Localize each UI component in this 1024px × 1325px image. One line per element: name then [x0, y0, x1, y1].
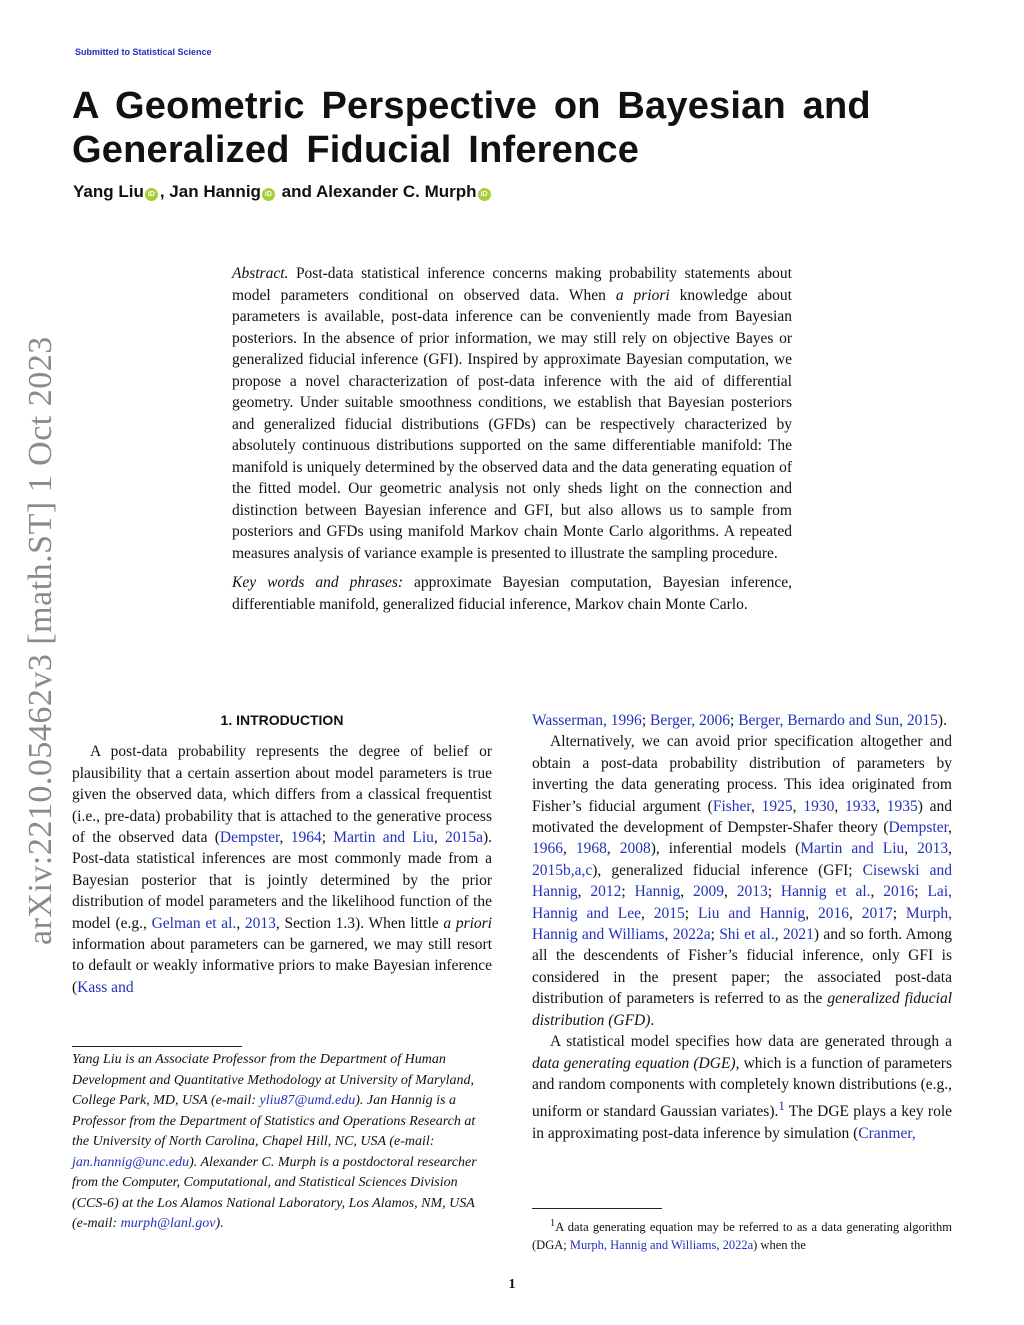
footnote-rule [532, 1208, 662, 1209]
text: The DGE plays a key role in approximating post-data inference by simulation ( [532, 1103, 953, 1142]
orcid-icon[interactable]: iD [262, 188, 275, 201]
citation-link[interactable]: 2015b,a,c [532, 861, 593, 879]
citation-link[interactable]: Dempster [888, 819, 949, 837]
text: , [948, 840, 952, 858]
right-column [532, 710, 952, 1144]
paper-title [72, 84, 952, 172]
citation-link[interactable]: Murph, Hannig and Williams [569, 1238, 717, 1253]
citation-link[interactable]: 2013 [917, 840, 949, 858]
left-column [72, 710, 492, 998]
abstract-label: Abstract. [232, 265, 289, 282]
text: ) and so forth. Among all the descendents of Fisher’s fiducial inference, only GFI is considered in the present paper; the associated post-data distribution of parameters is referred to as the [532, 926, 953, 1008]
citation-link[interactable]: 2022a [672, 926, 711, 944]
text: ; [730, 712, 739, 729]
orcid-icon[interactable]: iD [145, 188, 158, 201]
citation-link[interactable]: Dempster [219, 829, 280, 847]
footnote-1 [532, 1215, 952, 1254]
citation-link[interactable]: 1966 [532, 840, 563, 858]
citation-link[interactable]: 2013 [736, 883, 768, 901]
citation-link[interactable]: 1930 [803, 797, 835, 815]
abstract-text [232, 263, 792, 564]
citation-link[interactable]: Martin and Liu [800, 840, 905, 858]
text: , [948, 819, 952, 837]
text: , [433, 829, 446, 847]
author-footnote [72, 1050, 492, 1235]
text: A statistical model specifies how data are generated through a [550, 1033, 952, 1051]
orcid-icon[interactable]: iD [478, 188, 491, 201]
text: ; [767, 883, 781, 901]
text: , Section 1.3). When little [275, 914, 444, 932]
author-list [73, 182, 493, 202]
keywords-text: approximate Bayesian computation, Bayesian inference, differentiable manifold, generalized fiducial inference, Markov chain Monte Carlo. [232, 574, 793, 613]
citation-link[interactable]: 1964 [290, 829, 322, 847]
text: Alternatively, we can avoid prior specification altogether and obtain a post-data probability distribution of parameters by inverting the data generating process. This idea originated from Fisher’s fiducial argument ( [532, 733, 952, 815]
text: , [834, 797, 846, 815]
text-italic: data generating equation (DGE) [532, 1054, 736, 1072]
citation-link[interactable]: Liu and Hannig [697, 904, 806, 922]
citation-link[interactable]: 1935 [886, 797, 918, 815]
text: ). Alexander C. Murph is a postdoctoral researcher from the Computer, Computational, and Statistical Sciences Division (CCS-6) at the Los Alamos National Laboratory, Los Alamos, NM, USA (e-mail: [72, 1154, 477, 1231]
citation-link[interactable]: 2009 [692, 883, 724, 901]
text: , [606, 840, 620, 858]
text: ) and motivated the development of Dempster-Shafer theory ( [532, 797, 953, 837]
citation-link[interactable]: 1933 [845, 797, 877, 815]
paragraph-fiducial [532, 731, 952, 1031]
text: ), inferential models ( [650, 840, 801, 858]
citation-link[interactable]: Lai, Hannig and Lee [532, 883, 952, 922]
intro-paragraph [72, 741, 492, 998]
text: ). [937, 712, 947, 729]
footnote-number: 1 [550, 1218, 556, 1229]
paragraph-dge [532, 1031, 952, 1144]
text: , [870, 883, 884, 901]
text: ; [914, 883, 928, 901]
text: ; [710, 926, 720, 944]
citation-link[interactable]: Hannig et al. [780, 883, 871, 901]
keywords-label: Key words and phrases: [232, 574, 404, 591]
author-sep: and [276, 182, 316, 201]
abstract-part: Post-data statistical inference concerns making probability statements about model parameters conditional on observed data. When [232, 265, 792, 304]
citation-link[interactable]: Cranmer, [858, 1124, 916, 1142]
running-head: Submitted to Statistical Science [75, 47, 212, 57]
citation-link[interactable]: 2022a [722, 1238, 754, 1253]
text: , [805, 904, 818, 922]
author-sep: , [159, 182, 170, 201]
text-italic: generalized fiducial distribution (GFD) [532, 990, 953, 1029]
footnote-rule [72, 1046, 242, 1047]
text: Yang Liu is an Associate Professor from the Department of Human Development and Quantitative Methodology at University of Maryland, College Park, MD, USA (e-mail: [72, 1052, 475, 1108]
email-link[interactable]: jan.hannig@unc.edu [72, 1154, 190, 1170]
abstract-part: knowledge about parameters is available, post-data inference can be conveniently made from Bayesian posteriors. In the absence of prior information, we may still rely on objective Bayes or generalized fiducial inference (GFI). Inspired by approximate Bayesian computation, we propose a novel characterization of post-data inference with the aid of differential geometry. Under suitable smoothness conditions, we establish that Bayesian posteriors and generalized fiducial distributions (GFDs) can be respectively characterized by absolutely continuous distributions supported on the same differentiable manifold: The manifold is uniquely determined by the observed data and the data generating equation of the fitted model. Our geometric analysis not only sheds light on the connection and distinction between Bayesian inference and GFI, but also allows us to sample from posteriors and GFDs using manifold Markov chain Monte Carlo algorithms. A repeated measures analysis of variance example is presented to illustrate the sampling procedure. [232, 286, 792, 562]
author-2: Jan Hannig [169, 182, 261, 201]
citation-link[interactable]: 2012 [590, 883, 622, 901]
text: , [563, 840, 576, 858]
text: , [876, 797, 887, 815]
text: , [904, 840, 918, 858]
text: . [650, 1011, 655, 1029]
citation-link[interactable]: 2016 [883, 883, 915, 901]
email-link[interactable]: murph@lanl.gov [120, 1216, 216, 1231]
citation-link[interactable]: Kass and [77, 978, 134, 996]
citation-link[interactable]: 2015 [653, 904, 685, 922]
abstract [232, 263, 792, 615]
citation-link[interactable]: Berger, Bernardo and Sun, 2015 [738, 712, 938, 729]
citation-link[interactable]: 1968 [575, 840, 607, 858]
text: ; [321, 829, 334, 847]
citation-link[interactable]: Shi et al. [719, 926, 775, 944]
text: ), generalized fiducial inference (GFI; [592, 861, 863, 879]
text: , which is a function of parameters and random components with completely known distributions (e.g., uniform or standard Gaussian variates). [532, 1054, 952, 1121]
section-heading: 1. INTRODUCTION [220, 712, 344, 728]
page-number: 1 [508, 1277, 516, 1292]
citation-link[interactable]: Fisher [712, 797, 751, 815]
text: ; [892, 904, 906, 922]
text: , [716, 1238, 723, 1253]
citation-link[interactable]: Martin and Liu [333, 829, 434, 847]
citation-link[interactable]: Wasserman, 1996 [532, 712, 642, 729]
text: , [774, 926, 783, 944]
citation-link[interactable]: Murph, Hannig and Williams [532, 904, 952, 944]
abstract-apriori: a priori [615, 286, 670, 304]
text: , [641, 904, 654, 922]
citation-link[interactable]: Hannig [634, 883, 681, 901]
citation-link[interactable]: Gelman et al. [151, 914, 237, 932]
author-1: Yang Liu [73, 182, 144, 201]
citation-link[interactable]: 2013 [244, 914, 276, 932]
text: , [848, 904, 862, 922]
text: , [792, 797, 804, 815]
citation-link[interactable]: 2016 [817, 904, 849, 922]
citation-link[interactable]: 2017 [861, 904, 893, 922]
title-line-2: Generalized Fiducial Inference [72, 129, 640, 171]
text: , [723, 883, 737, 901]
text: , [236, 914, 245, 932]
text: A post-data probability represents the degree of belief or plausibility that a certain assertion about model parameters is true given the observed data, which differs from a classical frequentist (i.e., pre-data) probability that is attached to the generative process of the observed data ( [72, 743, 492, 847]
text: ) when the [753, 1238, 806, 1253]
text: information about parameters can be garnered, we may still resort to default or weakly informative priors to make Bayesian inference ( [72, 936, 492, 996]
text: ). Post-data statistical inferences are most commonly made from a Bayesian posterior that is jointly determined by the prior distribution of model parameters and the likelihood function of the model (e.g., [72, 829, 493, 932]
text: , [577, 883, 591, 901]
text: ; [641, 712, 650, 729]
email-link[interactable]: yliu87@umd.edu [259, 1093, 356, 1108]
citation-link[interactable]: 2008 [619, 840, 651, 858]
citation-link[interactable]: Berger, 2006 [650, 712, 731, 729]
text: , [680, 883, 693, 901]
text: , [750, 797, 762, 815]
keywords [232, 572, 792, 615]
text: ; [621, 883, 635, 901]
citation-link[interactable]: 1925 [761, 797, 793, 815]
citation-link[interactable]: Cisewski and Hannig [532, 861, 952, 901]
arxiv-stamp: arXiv:2210.05462v3 [math.ST] 1 Oct 2023 [22, 336, 59, 945]
text: ). Jan Hannig is a Professor from the Department of Statistics and Operations Research at the University of North Carolina, Chapel Hill, NC, USA (e-mail: [72, 1093, 476, 1149]
citation-link[interactable]: 2015a [445, 829, 483, 847]
footnote-marker[interactable]: 1 [778, 1098, 785, 1114]
text-italic: a priori [443, 914, 492, 932]
text: A data generating equation may be referred to as a data generating algorithm (DGA; [532, 1220, 952, 1253]
citation-link[interactable]: 2021 [782, 926, 814, 944]
text: , [664, 926, 673, 944]
paragraph-continued [532, 710, 952, 731]
text: ; [684, 904, 698, 922]
text: ). [215, 1216, 224, 1231]
author-3: Alexander C. Murph [315, 182, 477, 201]
text: , [279, 829, 291, 847]
title-line-1: A Geometric Perspective on Bayesian and [72, 85, 871, 127]
